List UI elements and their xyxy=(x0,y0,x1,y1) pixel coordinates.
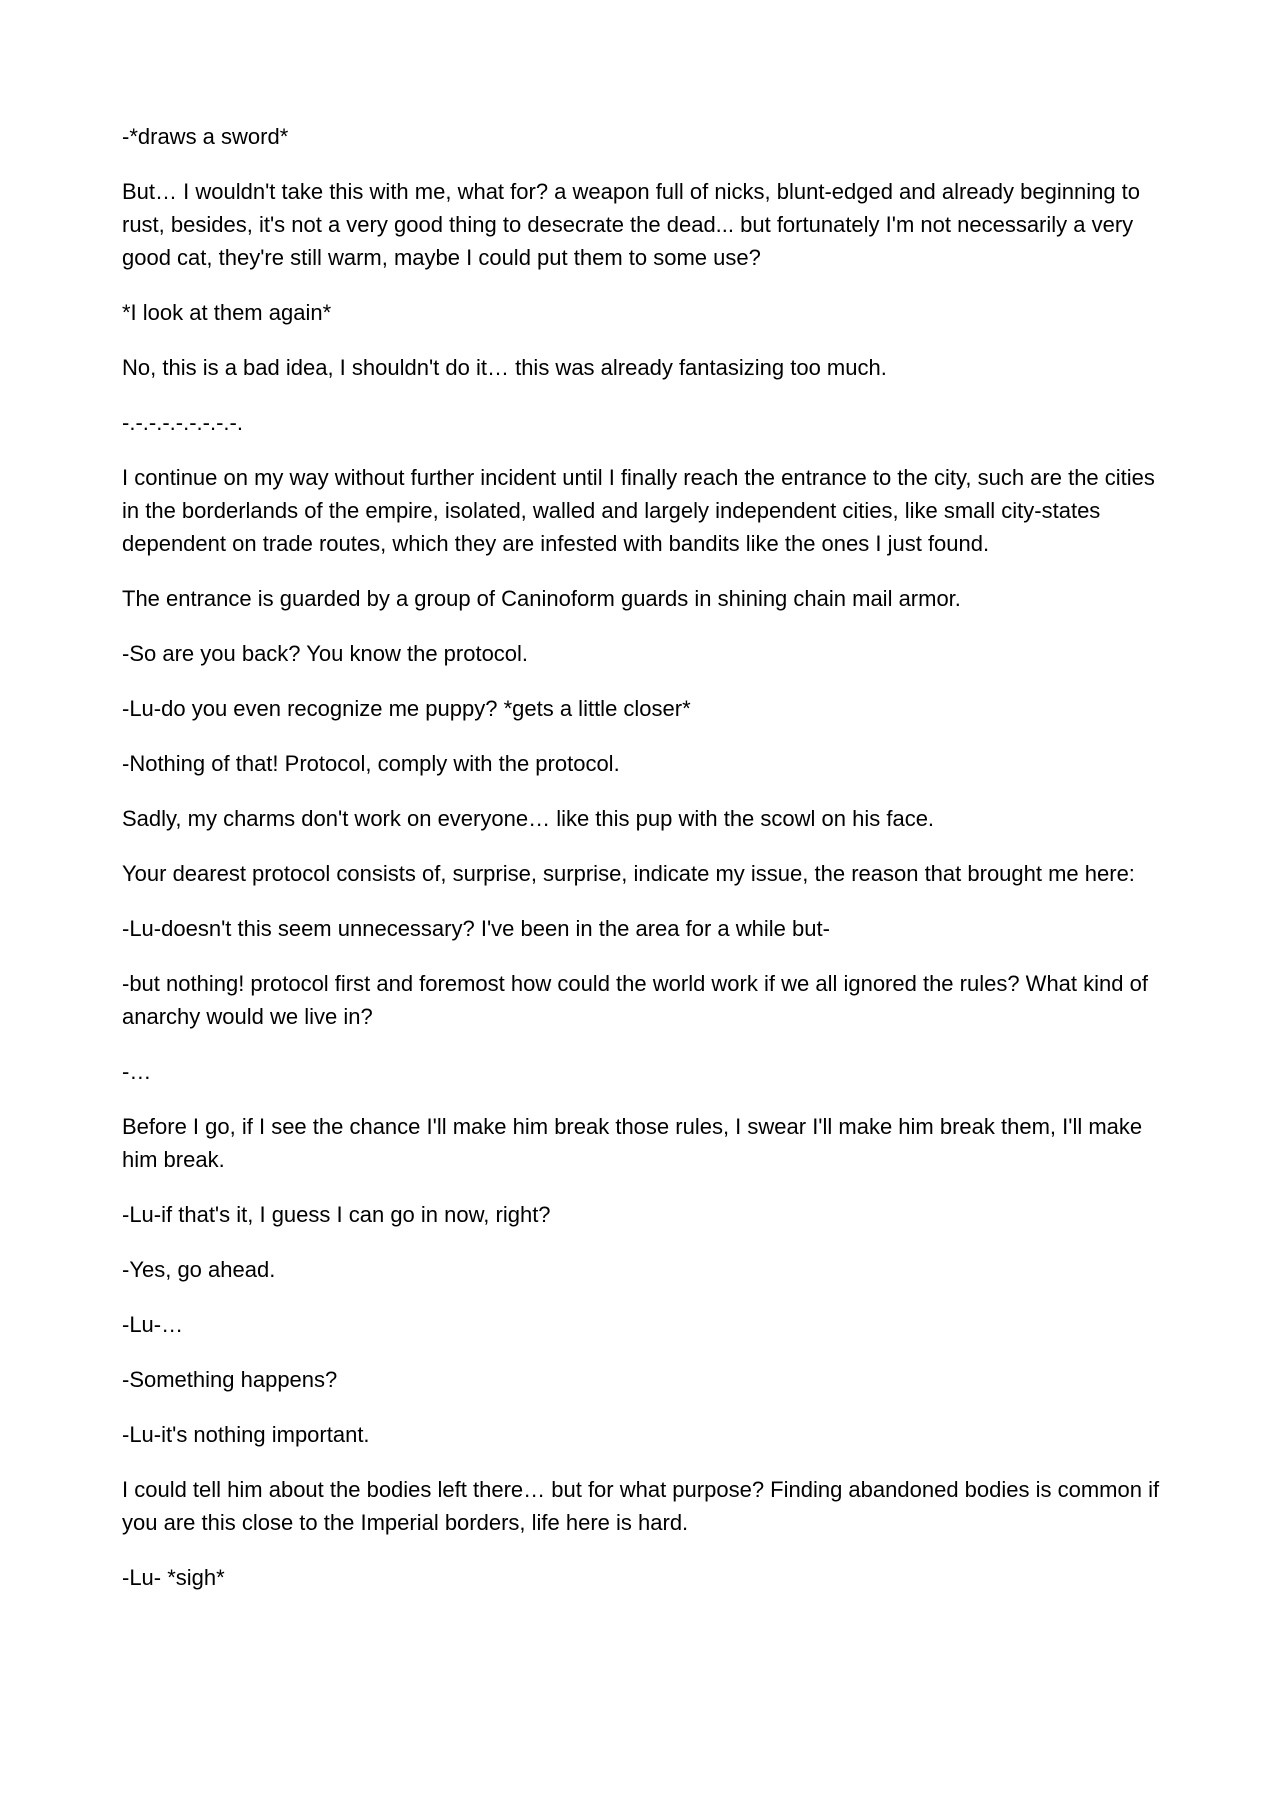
dialogue-line: -Lu-it's nothing important. xyxy=(122,1422,370,1447)
paragraph: *I look at them again* xyxy=(122,300,332,325)
paragraph: Sadly, my charms don't work on everyone… like this pup with the scowl on his face. xyxy=(122,806,935,831)
paragraph: No, this is a bad idea, I shouldn't do it… this was already fantasizing too much. xyxy=(122,355,887,380)
dialogue-line: -Lu- *sigh* xyxy=(122,1565,225,1590)
dialogue-line: -Yes, go ahead. xyxy=(122,1257,276,1282)
paragraph: The entrance is guarded by a group of Caninoform guards in shining chain mail armor. xyxy=(122,586,961,611)
dialogue-line: -Lu-do you even recognize me puppy? *gets a little closer* xyxy=(122,696,691,721)
dialogue-line: -Lu-if that's it, I guess I can go in now, right? xyxy=(122,1202,551,1227)
paragraph: I could tell him about the bodies left there… but for what purpose? Finding abandoned bodies is common if you are this close to the Imperial borders, life here is hard. xyxy=(122,1477,1160,1535)
dialogue-line: -but nothing! protocol first and foremost how could the world work if we all ignored the rules? What kind of anarchy would we live in? xyxy=(122,971,1148,1029)
paragraph: Before I go, if I see the chance I'll make him break those rules, I swear I'll make him break them, I'll make him break. xyxy=(122,1114,1143,1172)
paragraph: But… I wouldn't take this with me, what for? a weapon full of nicks, blunt-edged and already beginning to rust, besides, it's not a very good thing to desecrate the dead... but fortunately I'm not necessarily a very good cat, they're still warm, maybe I could put them to some use? xyxy=(122,179,1141,270)
dialogue-line: -Lu-doesn't this seem unnecessary? I've been in the area for a while but- xyxy=(122,916,830,941)
dialogue-line: -Something happens? xyxy=(122,1367,338,1392)
dialogue-line: -So are you back? You know the protocol. xyxy=(122,641,529,666)
dialogue-line: -Nothing of that! Protocol, comply with the protocol. xyxy=(122,751,620,776)
dialogue-line: -Lu-… xyxy=(122,1312,184,1337)
paragraph: -*draws a sword* xyxy=(122,124,289,149)
paragraph: Your dearest protocol consists of, surprise, surprise, indicate my issue, the reason that brought me here: xyxy=(122,861,1135,886)
dialogue-line: -… xyxy=(122,1059,152,1084)
paragraph: I continue on my way without further incident until I finally reach the entrance to the city, such are the cities in the borderlands of the empire, isolated, walled and largely independent cities, like small city-states dependent on trade routes, which they are infested with bandits like the ones I just found. xyxy=(122,465,1155,556)
document-body xyxy=(122,120,1167,1616)
scene-separator: -.-.-.-.-.-.-.-.-. xyxy=(122,410,243,435)
